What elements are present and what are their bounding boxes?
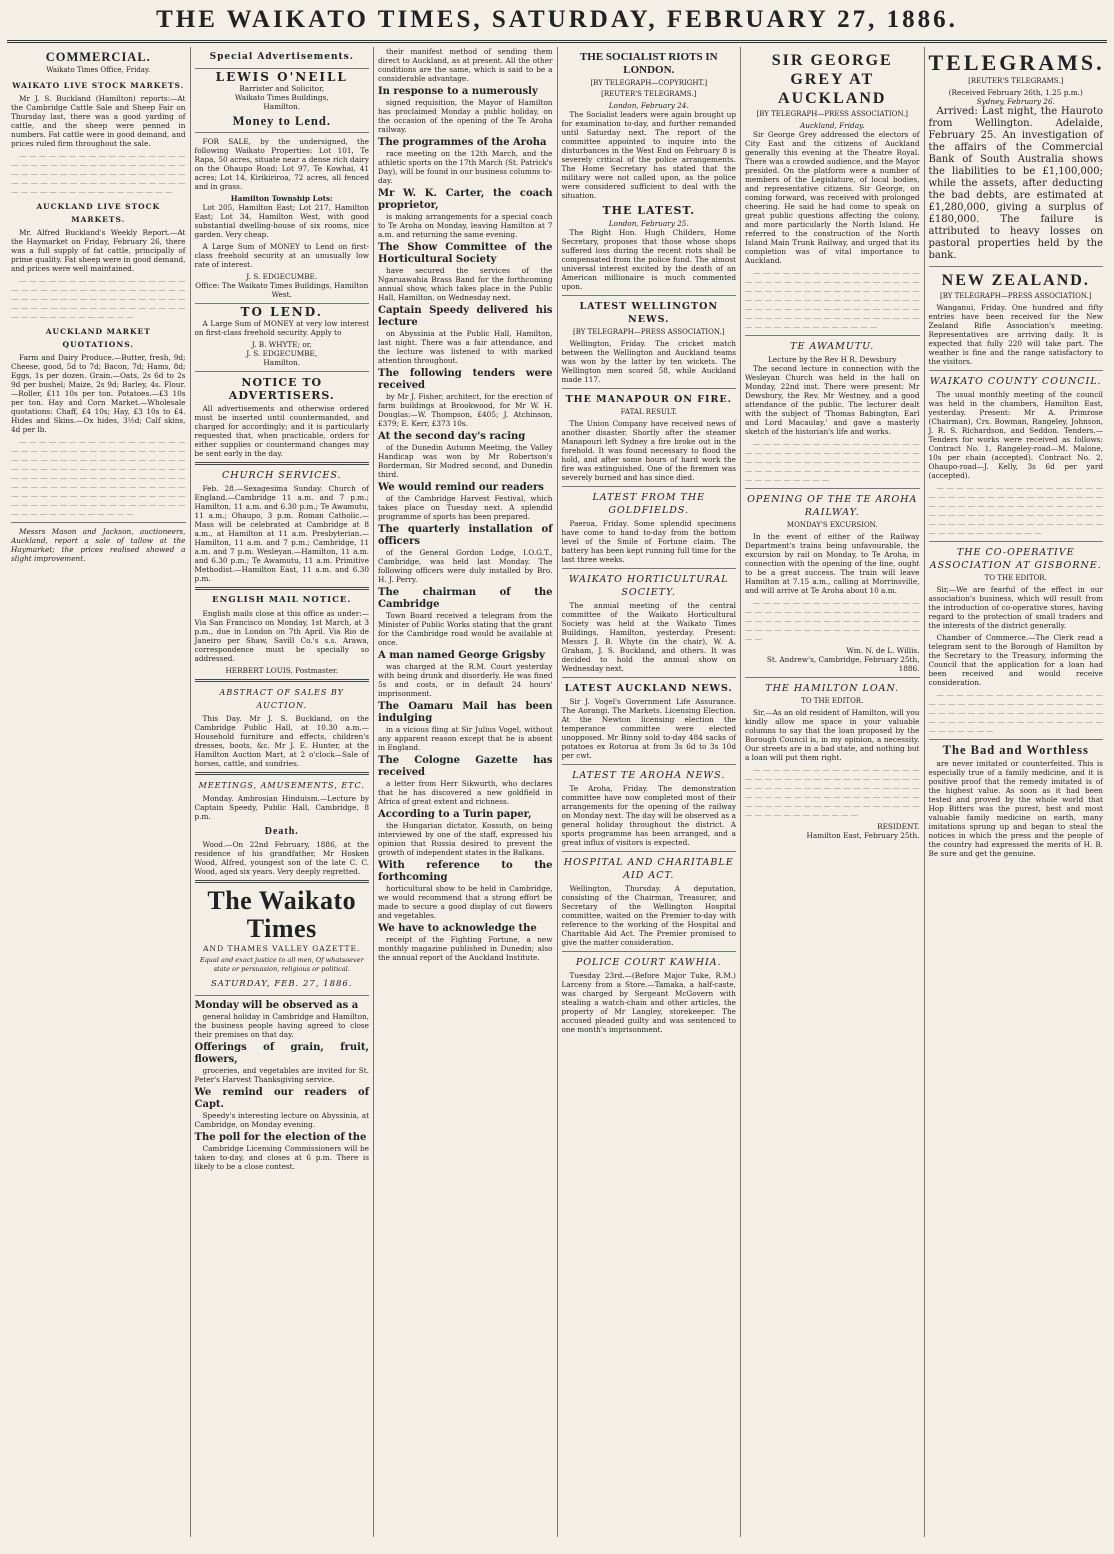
divider bbox=[11, 522, 186, 523]
township-heading: Hamilton Township Lots: bbox=[230, 194, 333, 203]
acknowledge-text: receipt of the Fighting Fortune, a new monthly magazine published in Dunedin; also the annual report of the Auckland Institute. bbox=[378, 935, 553, 962]
divider bbox=[195, 772, 370, 775]
bad-worthless-heading: The Bad and Worthless bbox=[942, 743, 1089, 757]
grey-text: Sir George Grey addressed the electors of City East and the citizens of Auckland generally this evening at the Theatre Royal. There was a crowded audience, and the Mayor presided. On the platform were a number of members of the Legislature, of local bodies, and representative citizens. Sir George, on coming forward, was received with prolonged cheering. He said he had come to speak on great public questions affecting the colony, and more particularly the North Island. He referred to the construction of the North Island Main Trunk Railway, and urged that its completion was of vital importance to Auckland. bbox=[745, 130, 920, 265]
offerings-text: groceries, and vegetables are invited for St. Peter's Harvest Thanksgiving service. bbox=[194, 1066, 369, 1084]
notice-text: All advertisements and otherwise ordered must be inserted until countermanded, and charged for accordingly; and it is particularly requested that, when practicable, orders for either supplies or countermand changes may be sent early in the day. bbox=[194, 404, 369, 458]
riots-subheading: [BY TELEGRAPH—COPYRIGHT.] bbox=[590, 79, 708, 87]
divider bbox=[562, 568, 737, 569]
motto: Equal and exact justice to all men, Of whatsoever state or persuasion, religious or political. bbox=[199, 956, 364, 973]
coop-subheading: TO THE EDITOR. bbox=[984, 574, 1047, 582]
reminder-heading: We remind our readers of Capt. bbox=[194, 1087, 369, 1110]
coop-heading: THE CO-OPERATIVE ASSOCIATION AT GISBORNE. bbox=[929, 547, 1102, 571]
manapour-text: The Union Company have received news of another disaster. Shortly after the steamer Manapouri left Sydney a fire broke out in the forehold. It was found necessary to flood the hold, and after some hours of hard work the fire was extinguished. One of the firemen was severely burned and has since died. bbox=[561, 419, 736, 482]
turin-text: the Hungarian dictator, Kossuth, on being interviewed by one of the staff, expressed his opinion that Russia desired to prevent the growth of independent states in the Balkans. bbox=[378, 821, 553, 857]
column-4 bbox=[558, 47, 742, 1537]
auckland-news-heading: LATEST AUCKLAND NEWS. bbox=[564, 683, 733, 694]
police-court-text: Tuesday 23rd.—(Before Major Tuke, R.M.) Larceny from a Store.—Tamaka, a half-caste, was charged by Sergeant McGovern with stealing a watch-chain and other articles, the property of Mr Langley, storekeeper. The accused pleaded guilty and was sentenced to one month's imprisonment. bbox=[561, 971, 736, 1034]
filler-text: — — — — — — — — — — — — — — — — — — — — — — — — — — — — — — — — — — — — — — — — — — — — — — — — — — — — — — — — — — — — — — — — — — — — — — — — — — — — — — — — — — — — bbox=[11, 276, 186, 321]
holiday-text: general holiday in Cambridge and Hamilton, the business people having agreed to close their premises on that day. bbox=[194, 1012, 369, 1039]
loan-heading: THE HAMILTON LOAN. bbox=[765, 683, 900, 694]
divider bbox=[562, 951, 737, 952]
riots-text: The Socialist leaders were again brought up for examination to-day, and further remanded until Saturday next. The report of the committee appointed to inquire into the disturbances in the West End on February 8 is severely critical of the police arrangements. The Home Secretary has stated that the military were not called upon, as the police were considered sufficient to deal with the situation. bbox=[561, 110, 736, 200]
auckland-livestock-heading: AUCKLAND LIVE STOCK MARKETS. bbox=[36, 202, 161, 224]
to-lend-text: A Large Sum of MONEY at very low interest on first-class freehold security. Apply to bbox=[194, 319, 369, 337]
newspaper-logo-sub: AND THAMES VALLEY GAZETTE. bbox=[203, 944, 361, 953]
large-sum-text: A Large Sum of MONEY to Lend on first-class freehold security at an unusually low rate of interest. bbox=[194, 242, 369, 269]
divider bbox=[562, 677, 737, 678]
speedy-text: on Abyssinia at the Public Hall, Hamilton, last night. There was a fair attendance, and the lecture was listened to with marked attention throughout. bbox=[378, 329, 553, 365]
bad-worthless-text: are never imitated or counterfeited. This is especially true of a family medicine, and it is positive proof that the remedy imitated is of the highest value. As soon as it had been tested and proved by the whole world that Hop Bitters was the purest, best and most valuable family medicine on earth, many imitations sprung up and began to steal the notices in which the press and the people of the country had expressed the merits of H. B. Be sure and get the genuine. bbox=[928, 759, 1103, 858]
death-heading: Death. bbox=[264, 826, 299, 837]
death-text: Wood.—On 22nd February, 1886, at the residence of his grandfather, Mr Hosken Wood, Alfred, youngest son of the late C. C. Wood, aged six years. Very deeply regretted. bbox=[194, 840, 369, 876]
reply-heading: In response to a numerously bbox=[378, 86, 538, 97]
reply-text: signed requisition, the Mayor of Hamilton has proclaimed Monday a public holiday, on the occasion of the opening of the Te Aroha railway. bbox=[378, 98, 553, 134]
lodge-text: of the General Gordon Lodge, I.O.G.T., Cambridge, was held last Monday. The following officers were duly installed by Bro. H. J. Perry. bbox=[378, 548, 553, 584]
lawyer-details: Barrister and Solicitor, Waikato Times Buildings, Hamilton. bbox=[234, 84, 329, 111]
loan-subheading: TO THE EDITOR. bbox=[801, 697, 864, 705]
telegrams-text: Arrived: Last night, the Hauroto from Wellington. Adelaide, February 25. An investigation of the affairs of the Commercial Bank of South Australia shows the liabilities to be £1,100,000; while the assets, after deducting the bad debts, are estimated at £1,280,000, giving a surplus of £180,000. The failure is attributed to heavy losses on pastoral properties held by the bank. bbox=[928, 106, 1103, 261]
filler-text: — — — — — — — — — — — — — — — — — — — — — — — — — — — — — — — — — — — — — — — — — — — — — — — — — — — — — — — — — — — — — — — — — — — — — — — — — — — — — — — — — — — — — — — — — — — — — — — — — — — — — — — — — — — — — — — — — — — — — — — — — bbox=[745, 268, 920, 331]
quotations-heading: AUCKLAND MARKET QUOTATIONS. bbox=[45, 327, 151, 349]
latest-heading: THE LATEST. bbox=[602, 204, 696, 217]
horticultural-text: The annual meeting of the central committee of the Waikato Horticultural Society was held at the Waikato Times Buildings, Hamilton, yesterday. Present: Messrs J. B. Whyte (in the chair), W. A. Graham, J. S. Buckland, and others. It was decided to hold the annual show on Wednesday next. bbox=[561, 601, 736, 673]
county-council-text: The usual monthly meeting of the council was held in the chambers, Hamilton East, yesterday. Present: Mr A. Primrose (Chairman), Crs. Bowman, Rangeley, Johnson, J. R. S. Richardson, and Seddon. Tenders.—Tenders for works were received as follows: Contract No. 1, Rangeley-road—M. Malone, 10s per chain (accepted). Contract No. 2, Ohaupo-road—J. Kelly, 3s 6d per yard (accepted). bbox=[928, 390, 1103, 480]
grey-subheading: [BY TELEGRAPH—PRESS ASSOCIATION.] bbox=[756, 110, 908, 118]
poll-heading: The poll for the election of the bbox=[194, 1132, 367, 1143]
lawyer-name: LEWIS O'NEILL bbox=[215, 70, 348, 84]
nz-heading: NEW ZEALAND. bbox=[941, 272, 1090, 289]
reference-heading: With reference to the forthcoming bbox=[378, 860, 553, 883]
divider bbox=[195, 587, 370, 590]
divider bbox=[195, 995, 370, 996]
quotations-text: Farm and Dairy Produce.—Butter, fresh, 9d; Cheese, good, 5d to 7d; Bacon, 7d; Hams, 8d; Eggs, 1s per dozen. Grain.—Oats, 2s 6d to 2s 9d per bushel; Maize, 2s 9d; Barley, 4s. Flour.—Roller, £11 10s per ton. Potatoes.—£3 10s per ton. Hay and Corn Market.—Wholesale quotations: Chaff, £4 10s; Hay, £3 10s to £4. Hides and Skins.—Ox hides, 3½d; Calf skins, 4d per lb. bbox=[11, 353, 186, 434]
loan-signature: RESIDENT. Hamilton East, February 25th. bbox=[806, 822, 920, 840]
commercial-heading: COMMERCIAL. bbox=[45, 50, 151, 64]
grey-dateline: Auckland, Friday. bbox=[799, 121, 865, 130]
divider bbox=[745, 488, 920, 489]
horticultural-heading: WAIKATO HORTICULTURAL SOCIETY. bbox=[568, 574, 729, 598]
filler-text: — — — — — — — — — — — — — — — — — — — — — — — — — — — — — — — — — — — — — — — — — — — — — — — — — — — — — — — — — — — — — — — — — — — — — — — — — — — — — — — — — — — — — — — — — — — — — — — — — — — — — — — — — — — — — — — — — — — — — — — — — — — — — — — — — — — — — — — — — — — — — — — — — — — — — — — — — — — — bbox=[11, 437, 186, 518]
telegrams-received: (Received February 26th, 1.25 p.m.) bbox=[948, 88, 1083, 97]
divider bbox=[562, 764, 737, 765]
coop-text: Sir,—We are fearful of the effect in our association's business, which will result from the introduction of co-operative stores, having regard to the protection of small traders and the interests of the district generally. bbox=[928, 585, 1103, 630]
wellington-text: Wellington, Friday. The cricket match between the Wellington and Auckland teams was won by the latter by ten wickets. The Wellington men scored 58, while Auckland made 117. bbox=[561, 339, 736, 384]
oamaru-text: in a vicious fling at Sir Julius Vogel, without any apparent reason except that he is absent in England. bbox=[378, 725, 553, 752]
divider bbox=[195, 303, 370, 304]
money-heading: Money to Lend. bbox=[232, 114, 331, 128]
police-court-heading: POLICE COURT KAWHIA. bbox=[575, 957, 722, 968]
chairman-text: Town Board received a telegram from the Minister of Public Works stating that the grant for the Cambridge road would be available at once. bbox=[378, 611, 553, 647]
divider bbox=[562, 295, 737, 296]
divider bbox=[562, 388, 737, 389]
abstract-heading: ABSTRACT OF SALES BY AUCTION. bbox=[219, 688, 344, 710]
nz-subheading: [BY TELEGRAPH—PRESS ASSOCIATION.] bbox=[939, 292, 1092, 300]
cologne-heading: The Cologne Gazette has received bbox=[378, 755, 553, 778]
awamutu-text: The second lecture in connection with the Wesleyan Church was held in the hall on Monday, 22nd inst. There were present: Mr Dewsbury, the Rev. Mr Westney, and a good attendance of the public. The lecturer dealt with the subject of 'Thomas Babington, Earl and Lord Macaulay,' and gave a masterly sketch of the historian's life and works. bbox=[745, 364, 920, 436]
tenders-text: by Mr J. Fisher, architect, for the erection of farm buildings at Brookwood, for Mr W. H. Douglas:—W. Thompson, £405; J. Atchinson, £379; E. Kerr, £373 10s. bbox=[378, 392, 553, 428]
aroha-programme-heading: The programmes of the Aroha bbox=[378, 137, 547, 148]
township-text: Lot 205, Hamilton East; Lot 217, Hamilton East; Lot 34, Hamilton West, with good substantial dwelling-house of six rooms, nice garden. Very cheap. bbox=[194, 203, 369, 239]
county-council-heading: WAIKATO COUNTY COUNCIL. bbox=[929, 376, 1102, 387]
aroha-programme-text: race meeting on the 12th March, and the athletic sports on the 17th March (St. Patrick's Day), will be found in our business columns to-day. bbox=[378, 149, 553, 185]
loan-text: Sir,—As an old resident of Hamilton, will you kindly allow me space in your valuable columns to say that the loan proposed by the Borough Council is, in my opinion, a necessity. Our streets are in a bad state, and nothing but a loan will put them right. bbox=[745, 708, 920, 762]
newspaper-page bbox=[7, 6, 1107, 1542]
divider bbox=[929, 370, 1104, 371]
commercial-subheading: Waikato Times Office, Friday. bbox=[46, 66, 151, 74]
divider bbox=[745, 335, 920, 336]
te-aroha-news-heading: LATEST TE AROHA NEWS. bbox=[572, 770, 726, 781]
awamutu-heading: TE AWAMUTU. bbox=[790, 341, 875, 352]
riots-heading: THE SOCIALIST RIOTS IN LONDON. bbox=[579, 51, 718, 76]
telegrams-heading: TELEGRAMS. bbox=[928, 50, 1105, 75]
meetings-text: Monday. Ambrosian Hinduism.—Lecture by Captain Speedy, Public Hall, Cambridge, 8 p.m. bbox=[194, 794, 369, 821]
divider bbox=[195, 462, 370, 465]
auckland-livestock-report: Mr. Alfred Buckland's Weekly Report.—At the Haymarket on Friday, February 26, there was a full supply of fat cattle, principally of prime quality. Fat sheep were in good demand, and prices were well maintained. bbox=[11, 228, 186, 273]
offerings-heading: Offerings of grain, fruit, flowers, bbox=[194, 1042, 369, 1065]
opening-subheading: MONDAY'S EXCURSION. bbox=[786, 521, 878, 529]
postmaster-signature: HERBERT LOUIS, Postmaster. bbox=[225, 666, 339, 675]
carter-heading: Mr W. K. Carter, the coach proprietor, bbox=[378, 188, 553, 211]
goldfields-heading: LATEST FROM THE GOLDFIELDS. bbox=[592, 492, 706, 516]
telegrams-dateline: Sydney, February 26. bbox=[976, 97, 1055, 106]
hospital-heading: HOSPITAL AND CHARITABLE AID ACT. bbox=[563, 857, 734, 881]
manapour-subheading: FATAL RESULT. bbox=[620, 408, 677, 416]
nz-text: Wanganui, Friday. One hundred and fifty entries have been received for the New Zealand Rifle Association's meeting. Representatives are arriving daily. It is expected that fully 220 will take part. The weather is fine and the range satisfactory to the visitors. bbox=[928, 303, 1103, 366]
racing-text: of the Dunedin Autumn Meeting, the Valley Handicap was won by Mr Robertson's Borderman, Sir Modred second, and Dunedin third. bbox=[378, 443, 553, 479]
show-text: have secured the services of the Ngaruawahia Brass Band for the forthcoming annual show, which takes place in the Public Hall, Hamilton, on Wednesday next. bbox=[378, 266, 553, 302]
harvest-heading: We would remind our readers bbox=[378, 482, 544, 493]
sale-text: FOR SALE, by the undersigned, the following Waikato Properties: Lot 101, Te Rapa, 50 acres, situate near a dense rich dairy on the Ohaupo Road; Lot 97, Te Kowhai, 41 acres; Lot 14, Kirikiriroa, 72 acres, all fenced and in grass. bbox=[194, 137, 369, 191]
divider bbox=[929, 541, 1104, 542]
oamaru-heading: The Oamaru Mail has been indulging bbox=[378, 701, 553, 724]
notice-heading: NOTICE TO ADVERTISERS. bbox=[228, 376, 335, 402]
cologne-text: a letter from Herr Sikwurth, who declares that he has discovered a new goldfield in Africa of great extent and richness. bbox=[378, 779, 553, 806]
special-ads-heading: Special Advertisements. bbox=[209, 52, 354, 62]
show-heading: The Show Committee of the Horticultural Society bbox=[378, 242, 553, 265]
divider bbox=[562, 851, 737, 852]
livestock-heading: WAIKATO LIVE STOCK MARKETS. bbox=[12, 81, 185, 90]
divider bbox=[745, 677, 920, 678]
divider bbox=[195, 371, 370, 372]
acknowledge-heading: We have to acknowledge the bbox=[378, 923, 537, 934]
to-lend-heading: TO LEND. bbox=[240, 305, 323, 319]
filler-text: — — — — — — — — — — — — — — — — — — — — — — — — — — — — — — — — — — — — — — — — — — — — — — — — — — — — — — — — — — — — — — — — — — — — — — — — — — — — — — — — bbox=[745, 439, 920, 484]
abstract-text: This Day. Mr J. S. Buckland, on the Cambridge Public Hall, at 10.30 a.m.—Household furniture and effects, children's dresses, boots, &c. Mr J. E. Hunter, at the Hamilton Auction Mart, at 2 o'clock—Sale of horses, cattle, and sundries. bbox=[194, 714, 369, 768]
column-2 bbox=[191, 47, 375, 1537]
lead-text: their manifest method of sending them direct to Auckland, as at present. All the other conditions are the same, which is said to be a considerable advantage. bbox=[378, 47, 553, 83]
mail-heading: ENGLISH MAIL NOTICE. bbox=[212, 595, 352, 605]
wellington-subheading: [BY TELEGRAPH—PRESS ASSOCIATION.] bbox=[572, 328, 725, 336]
newspaper-logo: The Waikato Times bbox=[207, 886, 357, 943]
divider bbox=[562, 486, 737, 487]
poll-text: Cambridge Licensing Commissioners will be taken to-day, and closes at 6 p.m. There is likely to be a close contest. bbox=[194, 1144, 369, 1171]
manapour-heading: THE MANAPOUR ON FIRE. bbox=[565, 394, 732, 405]
carter-text: is making arrangements for a special coach to Te Aroha on Monday, leaving Hamilton at 7 a.m. and returning the same evening. bbox=[378, 212, 553, 239]
auckland-news-text: Sir J. Vogel's Government Life Assurance. The Aorangi. The Markets. Licensing Election. At the Newton licensing election the temperance committee were elected unopposed. Mr Binny sold to-day 484 sacks of potatoes ex Rotorua at from 3s 6d to 3s 10d per cwt. bbox=[561, 697, 736, 760]
column-3 bbox=[374, 47, 558, 1537]
hospital-text: Wellington, Thursday. A deputation, consisting of the Chairman, Treasurer, and Secretary of the Wellington Hospital committee, waited on the Premier to-day with reference to the working of the Hospital and Charitable Aid Act. The Premier promised to give the matter consideration. bbox=[561, 884, 736, 947]
column-6 bbox=[925, 47, 1108, 1537]
filler-text: — — — — — — — — — — — — — — — — — — — — — — — — — — — — — — — — — — — — — — — — — — — — — — — — — — — — — — — — — — — — — — — — — — — — — — — — — — — — — — — — — — — — — — — — — — — — — — — — — — — — — bbox=[928, 483, 1103, 537]
racing-heading: At the second day's racing bbox=[378, 431, 526, 442]
divider bbox=[195, 68, 370, 69]
divider bbox=[929, 739, 1104, 740]
filler-text: — — — — — — — — — — — — — — — — — — — — — — — — — — — — — — — — — — — — — — — — — — — — — — — — — — — — — — — — — — — — — — — — — — — — — — — — — — — — — — — — — — — — — — — — bbox=[11, 151, 186, 196]
church-heading: CHURCH SERVICES. bbox=[221, 470, 342, 481]
column-5 bbox=[741, 47, 925, 1537]
masthead: THE WAIKATO TIMES, SATURDAY, FEBRUARY 27, 1886. bbox=[7, 6, 1107, 43]
divider bbox=[929, 266, 1104, 267]
church-text: Feb. 28.—Sexagesima Sunday. Church of England.—Cambridge 11 a.m. and 7 p.m.; Hamilton, 11 a.m. and 6.30 p.m.; Te Awamutu, 11 a.m.; Ohaupo, 3 p.m. Roman Catholic.—Mass will be celebrated at Cambridge at 8 a.m., at Hamilton at 11 a.m. Presbyterian.—Hamilton, 11 a.m. and 7 p.m.; Cambridge, 11 a.m. and 7 p.m. Wesleyan.—Hamilton, 11 a.m. and 6.30 p.m.; Te Awamutu, 11 a.m. Primitive Methodist.—Hamilton East, 11 a.m. and 6.30 p.m. bbox=[194, 484, 369, 583]
issue-date: SATURDAY, FEB. 27, 1886. bbox=[210, 979, 353, 989]
goldfields-text: Paeroa, Friday. Some splendid specimens have come to hand to-day from the bottom level of the Smile of Fortune claim. The battery has been kept running full time for the last three weeks. bbox=[561, 519, 736, 564]
opening-text: In the event of either of the Railway Department's trains being unfavourable, the excursion by rail on Monday, to Te Aroha, in connection with the opening of the line, ought to be a great success. The train will leave Hamilton at 7.15 a.m., calling at Morrinsville, and will arrive at Te Aroha about 10 a.m. bbox=[745, 532, 920, 595]
riots-subheading-2: [REUTER'S TELEGRAMS.] bbox=[601, 90, 697, 98]
wellington-heading: LATEST WELLINGTON NEWS. bbox=[579, 301, 719, 325]
footer-note: Messrs Mason and Jackson, auctioneers, Auckland, report a sale of tallow at the Haymarket; the prices realised showed a slight improvement. bbox=[11, 527, 186, 563]
meetings-heading: MEETINGS, AMUSEMENTS, ETC. bbox=[198, 781, 365, 790]
mail-text: English mails close at this office as under:—Via San Francisco on Monday, 1st March, at 3 p.m., due in London on 7th April. Via Rio de Janeiro per Shaw, Savill Co.'s s.s. Arawa, correspondence must be specially so addressed. bbox=[194, 609, 369, 663]
telegrams-subheading: [REUTER'S TELEGRAMS.] bbox=[968, 77, 1064, 85]
te-aroha-news-text: Te Aroha, Friday. The demonstration committee have now completed most of their arrangements for the opening of the railway on Monday next. The day will be observed as a general holiday throughout the district. A sports programme has been arranged, and a great influx of visitors is expected. bbox=[561, 784, 736, 847]
awamutu-subheading: Lecture by the Rev H R. Dewsbury bbox=[767, 355, 897, 364]
reminder-text: Speedy's interesting lecture on Abyssinia, at Cambridge, on Monday evening. bbox=[194, 1111, 369, 1129]
grigsby-heading: A man named George Grigsby bbox=[378, 650, 545, 661]
harvest-text: of the Cambridge Harvest Festival, which takes place on Tuesday next. A splendid programme of sports has been prepared. bbox=[378, 494, 553, 521]
edgecumbe-address: J. S. EDGECUMBE. Office: The Waikato Times Buildings, Hamilton West. bbox=[195, 272, 369, 299]
grigsby-text: was charged at the R.M. Court yesterday with being drunk and disorderly. He was fined 5s and costs, or in default 24 hours' imprisonment. bbox=[378, 662, 553, 698]
chamber-text: Chamber of Commerce.—The Clerk read a telegram sent to the Borough of Hamilton by the Secretary to the Treasury, informing the Council that the application for a loan had been received and would receive consideration. bbox=[928, 633, 1103, 687]
divider bbox=[195, 679, 370, 682]
filler-text: — — — — — — — — — — — — — — — — — — — — — — — — — — — — — — — — — — — — — — — — — — — — — — — — — — — — — — — — — — — — — — — — — — — — — — — — — — — — — — bbox=[928, 690, 1103, 735]
grey-heading: SIR GEORGE GREY AT AUCKLAND bbox=[771, 52, 893, 107]
column-1 bbox=[7, 47, 191, 1537]
columns bbox=[7, 47, 1107, 1537]
holiday-heading: Monday will be observed as a bbox=[194, 1000, 359, 1011]
speedy-heading: Captain Speedy delivered his lecture bbox=[378, 305, 553, 328]
tenders-heading: The following tenders were received bbox=[378, 368, 553, 391]
turin-heading: According to a Turin paper, bbox=[378, 809, 532, 820]
lodge-heading: The quarterly installation of officers bbox=[378, 524, 553, 547]
divider bbox=[195, 880, 370, 883]
latest-text: The Right Hon. Hugh Childers, Home Secretary, proposes that those whose shops suffered loss during the recent riots shall be compensated from the police fund. The almost universal interest excited by the death of an American millionaire is much commented upon. bbox=[561, 228, 736, 291]
to-lend-names: J. B. WHYTE; or, J. S. EDGECUMBE, Hamilton. bbox=[246, 340, 318, 367]
filler-text: — — — — — — — — — — — — — — — — — — — — — — — — — — — — — — — — — — — — — — — — — — — — — — — — — — — — — — — — — — — — — — — — — — — — — — — — — — — — — — — — — — — — — — — — — — — — — — — — — — — — — bbox=[745, 765, 920, 819]
reference-text: horticultural show to be held in Cambridge, we would recommend that a strong effort be made to secure a good display of cut flowers and vegetables. bbox=[378, 884, 553, 920]
filler-text: — — — — — — — — — — — — — — — — — — — — — — — — — — — — — — — — — — — — — — — — — — — — — — — — — — — — — — — — — — — — — — — — — — — — — — — — — bbox=[745, 598, 920, 643]
chairman-heading: The chairman of the Cambridge bbox=[378, 587, 553, 610]
riots-dateline: London, February 24. bbox=[608, 101, 689, 110]
signoff: Wm. N. de L. Willis. St. Andrew's, Cambridge, February 25th, 1886. bbox=[766, 646, 920, 673]
opening-heading: OPENING OF THE TE AROHA RAILWAY. bbox=[747, 494, 918, 518]
livestock-report: Mr J. S. Buckland (Hamilton) reports:—At the Cambridge Cattle Sale and Sheep Fair on Thursday last, there was a good yarding of cattle, and the sheep were penned in numbers. Fat cattle were in good demand, and prices ruled firm throughout the sale. bbox=[11, 94, 186, 148]
latest-dateline: London, February 25. bbox=[608, 219, 689, 228]
divider bbox=[195, 132, 370, 133]
